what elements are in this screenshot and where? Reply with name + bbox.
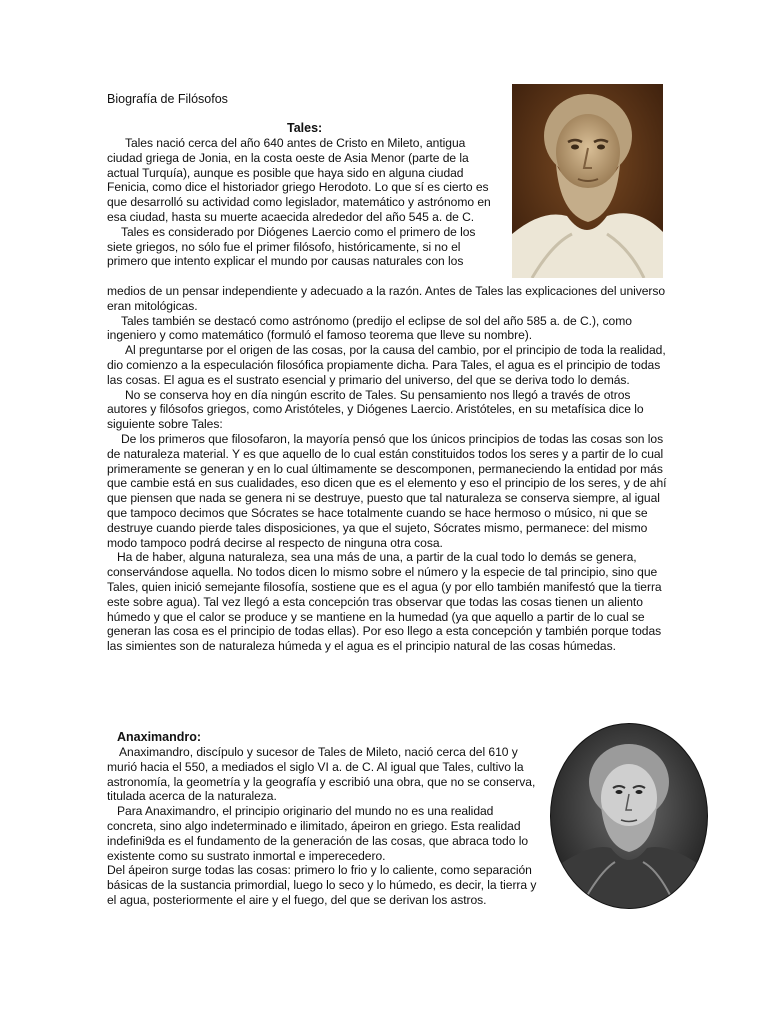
anaximandro-paragraph-3: Del ápeiron surge todas las cosas: primero lo frio y lo caliente, como separación básicas de la sustancia primordial, luego lo seco y lo húmedo, es decir, la tierra y el agua, posteriormente el aire y el fuego, del que se derivan los astros. [107,863,537,907]
anaximandro-heading: Anaximandro: [117,730,202,744]
tales-heading: Tales: [287,121,323,135]
document-title: Biografía de Filósofos [107,92,228,106]
tales-paragraph-3: medios de un pensar independiente y adecuado a la razón. Antes de Tales las explicaciones del universo eran mitológicas. [107,284,666,313]
tales-text-full-width [107,284,667,654]
anaximandro-engraving-icon [549,722,709,910]
tales-paragraph-2: Tales es considerado por Diógenes Laercio como el primero de los siete griegos, no sólo fue el primer filósofo, históricamente, si no el primero que intento explicar el mundo por causas naturales con los [107,224,476,269]
tales-paragraph-4: Tales también se destacó como astrónomo (predijo el eclipse de sol del año 585 a. de C.), como ingeniero y como matemático (formuló el famoso teorema que lleve su nombre). [107,313,632,343]
tales-paragraph-8: Ha de haber, alguna naturaleza, sea una más de una, a partir de la cual todo lo demás se genera, conservándose aquella. No todos dicen lo mismo sobre el número y la especie de tal principio, sino que Tales, quien inició semejante filosofía, sostiene que es el agua (y por ello también manifestó que la tierra este sobre agua). Tal vez llegó a esta concepción tras observar que todas las cosas tienen un aliento húmedo y que el calor se produce y se mantiene en la humedad (ya que aquello a partir de lo cual se generan las cosa es el principio de todas ellas). Por eso llego a esta concepción y también porque todas las simientes son de naturaleza húmeda y el agua es el principio natural de las cosas húmedas. [107,550,662,654]
tales-bust-icon [512,84,663,278]
tales-text-beside-image [107,136,502,269]
tales-paragraph-7: De los primeros que filosofaron, la mayoría pensó que los únicos principios de todas las cosas son los de naturaleza material. Y es que aquello de lo cual están constituidos todos los seres y a partir de lo cual primeramente se generan y en lo cual últimamente se descomponen, permaneciendo la entidad por más que cambie está en sus cualidades, eso dicen que es el elemento y eso el principio de los seres, y de ahí que piensen que nada se genera ni se destruye, puesto que tal naturaleza se conserva siempre, al igual que tampoco decimos que Sócrates se hace totalmente cuando se hace hermoso o músico, ni que se destruye cuando pierde tales disposiciones, ya que el sujeto, Sócrates mismo, permanece: del mismo modo tampoco podrá decirse al respecto de ninguna otra cosa. [107,431,667,550]
anaximandro-text [107,745,539,908]
anaximandro-paragraph-2: Para Anaximandro, el principio originario del mundo no es una realidad concreta, sino algo indeterminado e ilimitado, ápeiron en griego. Esta realidad indefini9da es el fundamento de la generación de las cosas, que abraca todo lo existente como su sustrato inmortal e imperecedero. [107,804,529,863]
tales-paragraph-5: Al preguntarse por el origen de las cosas, por la causa del cambio, por el principio de toda la realidad, dio comienzo a la especulación filosófica propiamente dicha. Para Tales, el agua es el principio de todas las cosas. El agua es el sustrato esencial y primario del universo, del que se deriva todo lo demás. [107,343,666,387]
tales-paragraph-1: Tales nació cerca del año 640 antes de Cristo en Mileto, antigua ciudad griega de Jonia, en la costa oeste de Asia Menor (parte de la actual Turquía), aunque es posible que haya sido en alguna ciudad Fenicia, como dice el historiador griego Herodoto. Lo que sí es cierto es que desarrolló su actividad como legislador, matemático y astrónomo en esa ciudad, hasta su muerte acaecida alrededor del año 545 a. de C. [107,136,491,224]
anaximandro-paragraph-1: Anaximandro, discípulo y sucesor de Tales de Mileto, nació cerca del 610 y murió hacia el 550, a mediados el siglo VI a. de C. Al igual que Tales, cultivo la astronomía, la geometría y la geografía y escribió una obra, que no se conserva, titulada acerca de la naturaleza. [107,745,536,804]
tales-paragraph-6: No se conserva hoy en día ningún escrito de Tales. Su pensamiento nos llegó a través de otros autores y filósofos griegos, como Aristóteles, y Diógenes Laercio. Aristóteles, en su metafísica dice lo siguiente sobre Tales: [107,387,644,432]
tales-portrait-image [512,84,663,278]
anaximandro-portrait-image [549,722,709,910]
